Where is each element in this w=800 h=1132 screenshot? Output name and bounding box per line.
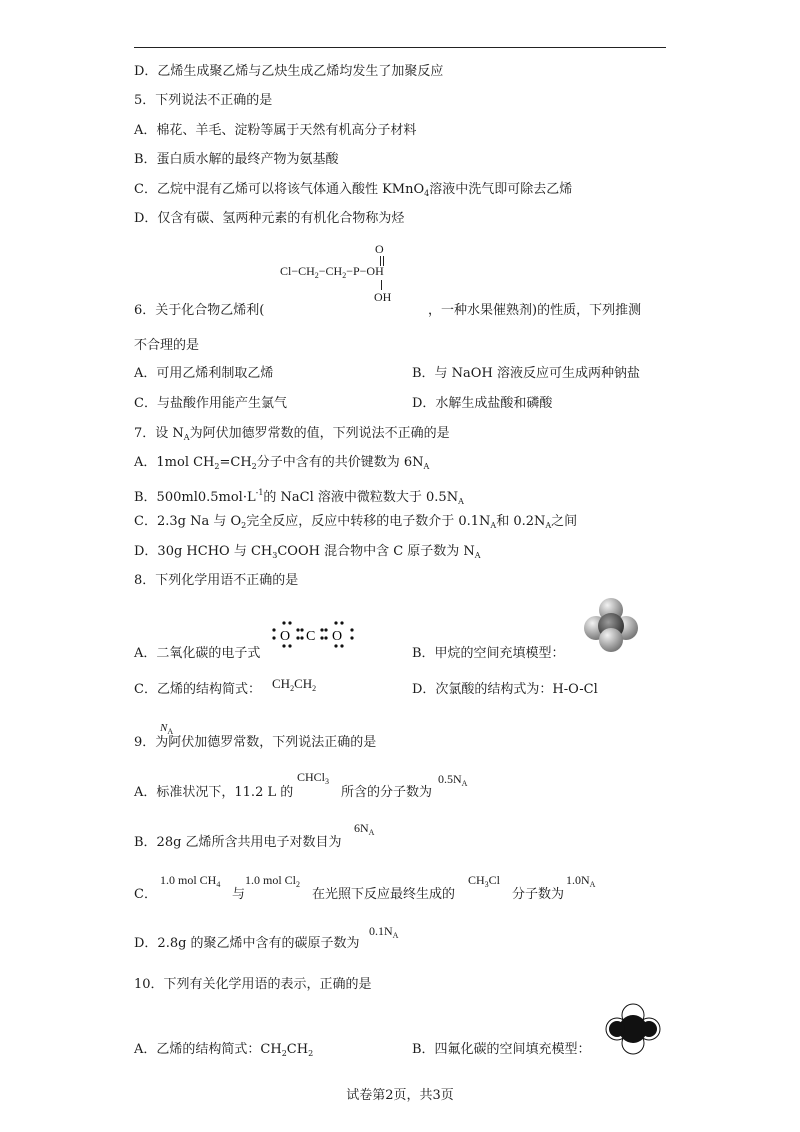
q9c-ch4: 1.0 mol $CH_4$	[160, 873, 221, 889]
page-footer: 试卷第2页，共3页	[346, 1088, 454, 1103]
q7-option-d: D．30g HCHO 与 $CH_3COOH$ 混合物中含 C 原子数为 $N_A$	[134, 544, 481, 560]
q9-option-b: B．28g 乙烯所含共用电子对数目为	[134, 835, 342, 850]
q6-option-c: C．与盐酸作用能产生氯气	[134, 396, 287, 411]
svg-text:C: C	[306, 629, 316, 644]
q5-stem: 5．下列说法不正确的是	[134, 93, 273, 108]
q7-option-b: B．$500ml0.5mol\cdot L^{-1}$的 NaCl 溶液中微粒数大于 $0.5N_A$	[134, 488, 464, 506]
svg-text:O: O	[280, 629, 291, 644]
q8-stem: 8．下列化学用语不正确的是	[134, 573, 299, 588]
q4-option-d: D．乙烯生成聚乙烯与乙炔生成乙烯均发生了加聚反应	[134, 64, 444, 79]
q8-option-a: A．二氧化碳的电子式	[134, 646, 261, 661]
q5-option-c: C．乙烷中混有乙烯可以将该气体通入酸性 KMnO$_4$溶液中洗气即可除去乙烯	[134, 182, 573, 198]
q9-option-a: A．标准状况下，11.2 L 的	[134, 785, 294, 800]
q6-stem-cont: 不合理的是	[134, 338, 200, 353]
q8-option-d: D．次氯酸的结构式为：H-O-Cl	[412, 682, 598, 697]
q9-option-c: C．	[134, 887, 157, 902]
cf4-model-image	[604, 1002, 662, 1056]
q9a-chcl3: CHCl$_3$	[297, 770, 330, 786]
q9c-value: $1.0N_A$	[566, 873, 596, 889]
q9-option-a-tail: 所含的分子数为	[341, 785, 433, 800]
q8-option-c: C．乙烯的结构简式：	[134, 682, 261, 697]
q8-option-b: B．甲烷的空间充填模型：	[412, 646, 565, 661]
q9-option-d: D．2.8g 的聚乙烯中含有的碳原子数为	[134, 936, 360, 951]
top-rule	[134, 47, 666, 48]
q6-option-d: D．水解生成盐酸和磷酸	[412, 396, 553, 411]
q8c-formula: $CH_2CH_2$	[272, 676, 317, 693]
q10-stem: 10．下列有关化学用语的表示，正确的是	[134, 977, 372, 992]
q9-na-symbol: $N_A$	[160, 722, 174, 736]
q5-option-d: D．仅含有碳、氢两种元素的有机化合物称为烃	[134, 211, 405, 226]
q9-stem: 9．为阿伏加德罗常数，下列说法正确的是	[134, 735, 377, 750]
svg-text:O: O	[332, 629, 343, 644]
q7-option-a: A．1mol $CH_2=CH_2$分子中含有的共价键数为 $6N_A$	[134, 455, 430, 471]
q5-option-a: A．棉花、羊毛、淀粉等属于天然有机高分子材料	[134, 123, 417, 138]
q9c-tail: 分子数为	[512, 887, 565, 902]
q6-option-b: B．与 NaOH 溶液反应可生成两种钠盐	[412, 366, 640, 381]
q10-option-b: B．四氟化碳的空间填充模型：	[412, 1042, 591, 1057]
q9a-value: $0.5N_A$	[438, 772, 468, 788]
methane-model-image	[582, 596, 640, 654]
q6-stem: 6．关于化合物乙烯利(	[134, 303, 265, 318]
co2-electron-formula	[268, 620, 360, 654]
q9c-middle: 在光照下反应最终生成的	[312, 887, 456, 902]
q7-option-c: C．2.3g Na 与 $O_2$完全反应，反应中转移的电子数介于 $0.1N_A$和 $0.2N_A$之间	[134, 514, 578, 530]
q9c-cl2: 1.0 mol $Cl_2$	[245, 873, 301, 889]
q6-stem-tail: ，一种水果催熟剂)的性质，下列推测	[428, 303, 642, 318]
q5-option-b: B．蛋白质水解的最终产物为氨基酸	[134, 152, 339, 167]
q6-option-a: A．可用乙烯利制取乙烯	[134, 366, 274, 381]
q9b-value: $6N_A$	[354, 821, 375, 837]
q9c-and: 与	[232, 887, 246, 902]
q7-stem: 7．设 $N_A$为阿伏加德罗常数的值，下列说法不正确的是	[134, 426, 450, 442]
q9d-value: $0.1N_A$	[369, 924, 399, 940]
q10-option-a: A．乙烯的结构简式：$CH_2CH_2$	[134, 1042, 314, 1058]
q9c-ch3cl: $CH_3Cl$	[468, 873, 501, 889]
